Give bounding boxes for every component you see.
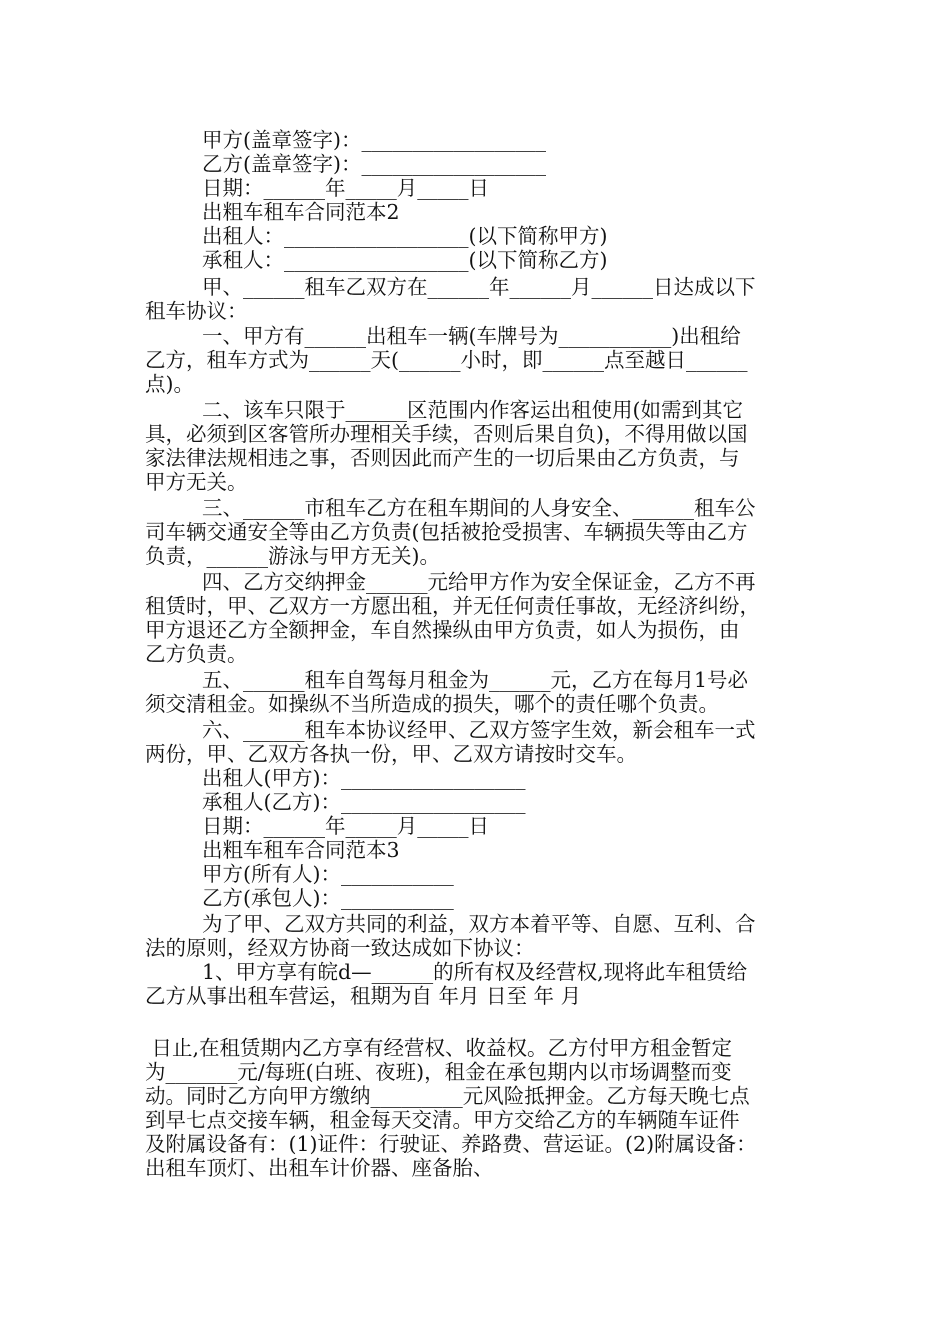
body-line: 乙方从事出租车营运，租期为自 年月 日至 年 月	[145, 984, 582, 1008]
owner-line: 甲方(所有人)：___________	[202, 862, 454, 886]
clause-1: 一、甲方有______出租车一辆(车牌号为___________)出租给	[202, 324, 741, 348]
clause-6: 六、______租车本协议经甲、乙双方签字生效，新会租车一式	[202, 718, 756, 742]
date-line: 日期：______年_____月_____日	[202, 814, 489, 838]
body-line: 乙方，租车方式为______天(______小时，即______点至越日______	[145, 348, 748, 372]
body-line: 两份，甲、乙双方各执一份，甲、乙双方请按时交车。	[145, 742, 637, 766]
body-line: 甲方无关。	[145, 470, 248, 494]
lessor-line: 出租人：__________________(以下简称甲方)	[202, 224, 608, 248]
signature-party-b: 乙方(盖章签字)：__________________	[202, 152, 546, 176]
body-line: 家法律法规相违之事，否则因此而产生的一切后果由乙方负责，与	[145, 446, 740, 470]
lessee-line: 承租人：__________________(以下简称乙方)	[202, 248, 608, 272]
date-line: 日期：______年_____月_____日	[202, 176, 489, 200]
contractor-line: 乙方(承包人)：___________	[202, 886, 454, 910]
body-line: 出租车顶灯、出租车计价器、座备胎、	[145, 1156, 494, 1180]
lessor-signature: 出租人(甲方)：__________________	[202, 766, 526, 790]
section-title: 出粗车租车合同范本2	[202, 200, 400, 224]
body-line: 租车协议：	[145, 299, 248, 323]
body-line: 租赁时，甲、乙双方一方愿出租，并无任何责任事故，无经济纠纷，	[145, 594, 760, 618]
preamble: 为了甲、乙双方共同的利益，双方本着平等、自愿、互利、合	[202, 912, 756, 936]
body-line: 及附属设备有：(1)证件：行驶证、养路费、营运证。(2)附属设备：	[145, 1132, 757, 1156]
clause-5: 五、______租车自驾每月租金为______元，乙方在每月1号必	[202, 668, 749, 692]
lessee-signature: 承租人(乙方)：__________________	[202, 790, 526, 814]
clause-3: 三、______市租车乙方在租车期间的人身安全、______租车公	[202, 496, 756, 520]
body-line: 乙方负责。	[145, 642, 248, 666]
body-line: 到早七点交接车辆，租金每天交清。甲方交给乙方的车辆随车证件	[145, 1108, 740, 1132]
clause-4: 四、乙方交纳押金______元给甲方作为安全保证金，乙方不再	[202, 570, 756, 594]
body-line: 司车辆交通安全等由乙方负责(包括被抢受损害、车辆损失等由乙方	[145, 520, 748, 544]
body-line: 法的原则，经双方协商一致达成如下协议：	[145, 936, 535, 960]
body-line: 日止,在租赁期内乙方享有经营权、收益权。乙方付甲方租金暂定	[145, 1036, 733, 1060]
body-line: 须交清租金。如操纵不当所造成的损失，哪个的责任哪个负责。	[145, 692, 719, 716]
body-line: 甲方退还乙方全额押金，车自然操纵由甲方负责，如人为损伤，由	[145, 618, 740, 642]
signature-party-a: 甲方(盖章签字)：__________________	[202, 128, 546, 152]
body-line: 点)。	[145, 372, 194, 396]
body-line: 负责，______游泳与甲方无关)。	[145, 544, 440, 568]
body-line: 具，必须到区客管所办理相关手续，否则后果自负)，不得用做以国	[145, 422, 748, 446]
clause-2: 二、该车只限于______区范围内作客运出租使用(如需到其它	[202, 398, 743, 422]
section-title: 出粗车租车合同范本3	[202, 838, 400, 862]
body-line: 动。同时乙方向甲方缴纳_________元风险抵押金。乙方每天晚七点	[145, 1084, 750, 1108]
body-line: 甲、______租车乙双方在______年______月______日达成以下	[202, 275, 756, 299]
body-line: 为_______元/每班(白班、夜班)，租金在承包期内以市场调整而变	[145, 1060, 732, 1084]
article-1: 1、甲方享有皖d—______的所有权及经营权,现将此车租赁给	[202, 960, 748, 984]
